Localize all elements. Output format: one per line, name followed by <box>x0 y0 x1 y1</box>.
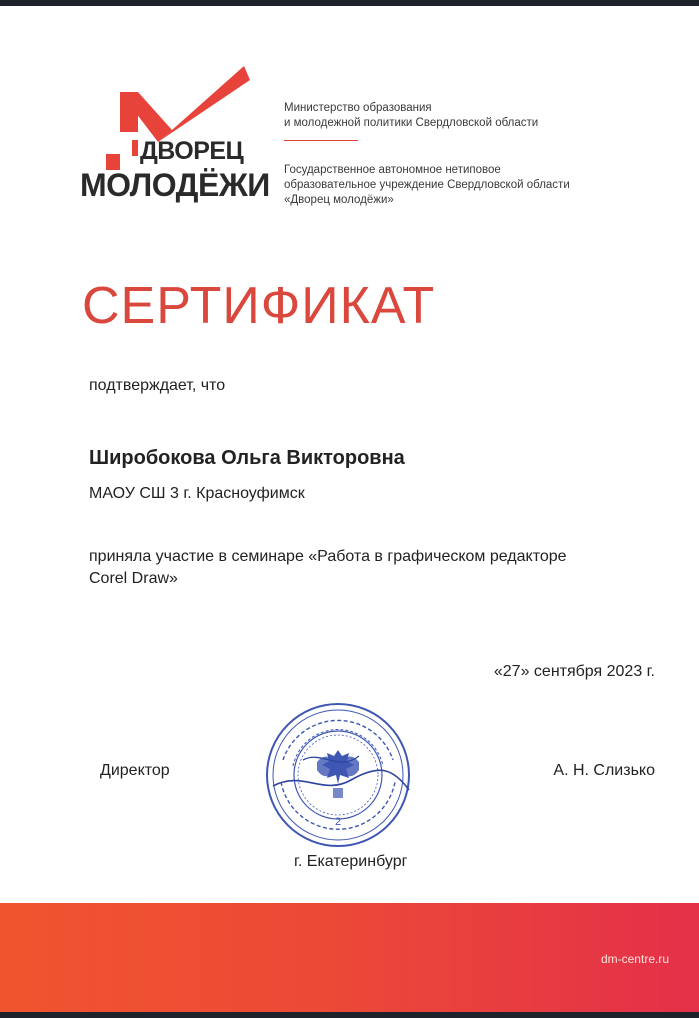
institution-line: Государственное автономное нетиповое <box>284 164 501 176</box>
institution-line: «Дворец молодёжи» <box>284 194 394 206</box>
official-seal-icon <box>263 700 413 850</box>
recipient-school: МАОУ СШ 3 г. Красноуфимск <box>89 485 305 502</box>
header-divider <box>284 140 358 141</box>
participation-text <box>89 546 669 590</box>
ministry-name <box>284 101 538 131</box>
website-text: dm-centre.ru <box>600 952 669 966</box>
participation-line: приняла участие в семинаре «Работа в графическом редакторе <box>89 548 567 565</box>
stamp-number: 2 <box>334 816 342 828</box>
logo-wordmark-line-1: ДВОРЕЦ <box>140 137 244 165</box>
signer-name: А. Н. Слизько <box>553 762 655 779</box>
logo-wordmark-line-2: МОЛОДЁЖИ <box>80 167 270 203</box>
certificate-page <box>0 6 699 1012</box>
city-text: г. Екатеринбург <box>294 853 408 870</box>
ministry-line: Министерство образования <box>284 102 432 114</box>
dvorets-molodezhi-logo <box>78 60 270 210</box>
confirms-text: подтверждает, что <box>89 377 226 394</box>
signer-position: Директор <box>100 762 170 779</box>
certificate-date: «27» сентября 2023 г. <box>493 663 655 680</box>
ministry-line: и молодежной политики Свердловской области <box>284 117 539 129</box>
participation-line: Corel Draw» <box>89 570 178 587</box>
certificate-title: СЕРТИФИКАТ <box>82 277 436 335</box>
institution-line: образовательное учреждение Свердловской области <box>284 179 570 191</box>
recipient-name: Широбокова Ольга Викторовна <box>89 447 405 469</box>
institution-name <box>284 163 570 208</box>
footer-band <box>0 903 699 1012</box>
